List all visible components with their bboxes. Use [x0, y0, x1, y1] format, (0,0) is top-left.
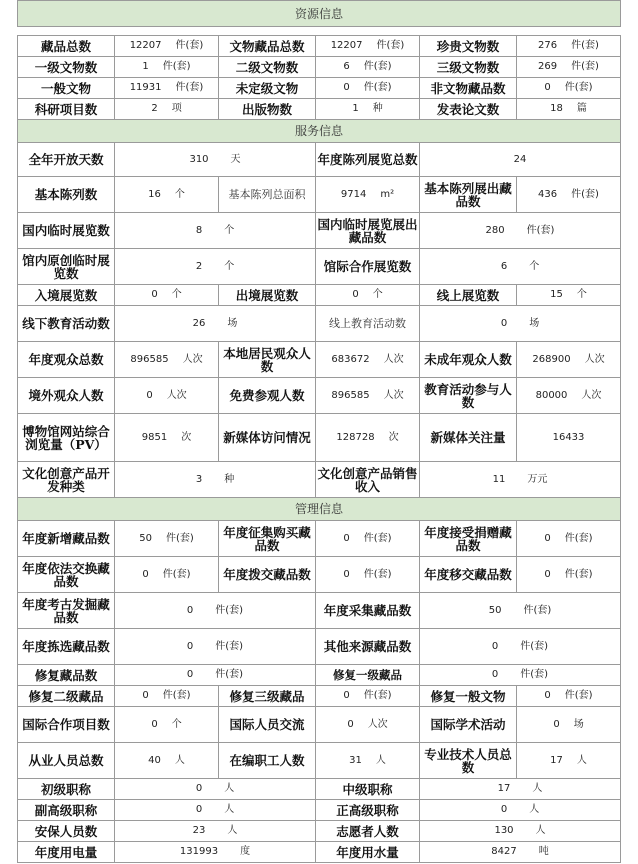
label-cell: 年度新增藏品数 [18, 521, 115, 557]
value-cell: 12207 件(套) [115, 36, 219, 57]
table-row [18, 821, 621, 842]
label-cell: 科研项目数 [18, 99, 115, 120]
label-cell: 线上展览数 [420, 285, 517, 306]
table-row [18, 306, 621, 342]
table-row [18, 629, 621, 665]
table-row [18, 342, 621, 378]
value-cell: 0 件(套) [115, 629, 316, 665]
label-cell: 未定级文物 [219, 78, 316, 99]
value-cell: 0 人 [420, 800, 621, 821]
table-row [18, 593, 621, 629]
label-cell: 中级职称 [316, 779, 420, 800]
label-cell: 国际合作项目数 [18, 707, 115, 743]
value-cell: 31 人 [316, 743, 420, 779]
table-row [18, 842, 621, 863]
value-cell: 0 件(套) [420, 629, 621, 665]
label-cell: 线下教育活动数 [18, 306, 115, 342]
label-cell: 从业人员总数 [18, 743, 115, 779]
table-row [18, 498, 621, 521]
label-cell: 年度依法交换藏品数 [18, 557, 115, 593]
label-cell: 馆际合作展览数 [316, 249, 420, 285]
table-row [18, 36, 621, 57]
table-row [18, 177, 621, 213]
value-cell: 896585 人次 [115, 342, 219, 378]
table-row [18, 462, 621, 498]
value-cell: 11 万元 [420, 462, 621, 498]
value-cell: 0 个 [316, 285, 420, 306]
label-cell: 基本陈列展出藏品数 [420, 177, 517, 213]
value-cell: 0 场 [517, 707, 621, 743]
label-cell: 修复二级藏品 [18, 686, 115, 707]
value-cell: 131993 度 [115, 842, 316, 863]
value-cell: 0 人次 [115, 378, 219, 414]
value-cell: 128728 次 [316, 414, 420, 462]
label-cell: 其他来源藏品数 [316, 629, 420, 665]
value-cell: 0 件(套) [420, 665, 621, 686]
value-cell: 0 件(套) [517, 521, 621, 557]
value-cell: 0 件(套) [115, 665, 316, 686]
table-row [18, 57, 621, 78]
value-cell: 0 件(套) [316, 557, 420, 593]
table-row [18, 143, 621, 177]
label-cell: 本地居民观众人数 [219, 342, 316, 378]
label-cell: 基本陈列数 [18, 177, 115, 213]
label-cell: 年度观众总数 [18, 342, 115, 378]
value-cell: 0 件(套) [316, 78, 420, 99]
label-cell: 国际学术活动 [420, 707, 517, 743]
label-cell: 国际人员交流 [219, 707, 316, 743]
label-cell: 新媒体关注量 [420, 414, 517, 462]
value-cell: 0 件(套) [115, 557, 219, 593]
label-cell: 年度移交藏品数 [420, 557, 517, 593]
value-cell: 0 件(套) [517, 686, 621, 707]
value-cell: 3 种 [115, 462, 316, 498]
value-cell: 11931 件(套) [115, 78, 219, 99]
value-cell: 276 件(套) [517, 36, 621, 57]
value-cell: 0 个 [115, 707, 219, 743]
label-cell: 新媒体访问情况 [219, 414, 316, 462]
value-cell: 50 件(套) [420, 593, 621, 629]
label-cell: 修复一级藏品 [316, 665, 420, 686]
value-cell: 80000 人次 [517, 378, 621, 414]
value-cell: 2 项 [115, 99, 219, 120]
value-cell: 0 个 [115, 285, 219, 306]
header-divider [0, 28, 638, 33]
table-row [18, 249, 621, 285]
label-cell: 基本陈列总面积 [219, 177, 316, 213]
table-row [18, 414, 621, 462]
label-cell: 修复一般文物 [420, 686, 517, 707]
label-cell: 年度采集藏品数 [316, 593, 420, 629]
label-cell: 一级文物数 [18, 57, 115, 78]
label-cell: 安保人员数 [18, 821, 115, 842]
value-cell: 16 个 [115, 177, 219, 213]
table-row [18, 665, 621, 686]
table-row [18, 120, 621, 143]
value-cell: 9714 m² [316, 177, 420, 213]
museum-stats-table [17, 35, 621, 863]
value-cell: 0 件(套) [316, 686, 420, 707]
value-cell: 50 件(套) [115, 521, 219, 557]
label-cell: 在编职工人数 [219, 743, 316, 779]
value-cell: 8427 吨 [420, 842, 621, 863]
label-cell: 专业技术人员总数 [420, 743, 517, 779]
label-cell: 非文物藏品数 [420, 78, 517, 99]
label-cell: 国内临时展览数 [18, 213, 115, 249]
label-cell: 出境展览数 [219, 285, 316, 306]
value-cell: 12207 件(套) [316, 36, 420, 57]
table-row [18, 800, 621, 821]
label-cell: 二级文物数 [219, 57, 316, 78]
label-cell: 正高级职称 [316, 800, 420, 821]
value-cell: 23 人 [115, 821, 316, 842]
resource-header-table [17, 0, 621, 27]
label-cell: 国内临时展览展出藏品数 [316, 213, 420, 249]
label-cell: 三级文物数 [420, 57, 517, 78]
table-row [18, 557, 621, 593]
label-cell: 志愿者人数 [316, 821, 420, 842]
label-cell: 年度陈列展览总数 [316, 143, 420, 177]
label-cell: 年度征集购买藏品数 [219, 521, 316, 557]
value-cell: 0 人 [115, 800, 316, 821]
value-cell: 17 人 [517, 743, 621, 779]
label-cell: 年度拨交藏品数 [219, 557, 316, 593]
section-title-service: 服务信息 [18, 120, 621, 143]
label-cell: 修复藏品数 [18, 665, 115, 686]
value-cell: 6 个 [420, 249, 621, 285]
value-cell: 9851 次 [115, 414, 219, 462]
value-cell: 0 件(套) [115, 686, 219, 707]
value-cell: 17 人 [420, 779, 621, 800]
value-cell: 40 人 [115, 743, 219, 779]
value-cell: 268900 人次 [517, 342, 621, 378]
value-cell: 269 件(套) [517, 57, 621, 78]
label-cell: 初级职称 [18, 779, 115, 800]
label-cell: 境外观众人数 [18, 378, 115, 414]
value-cell: 8 个 [115, 213, 316, 249]
table-row [18, 99, 621, 120]
value-cell: 0 人次 [316, 707, 420, 743]
value-cell: 15 个 [517, 285, 621, 306]
label-cell: 年度用电量 [18, 842, 115, 863]
value-cell: 0 件(套) [115, 593, 316, 629]
label-cell: 线上教育活动数 [316, 306, 420, 342]
value-cell: 896585 人次 [316, 378, 420, 414]
value-cell: 280 件(套) [420, 213, 621, 249]
value-cell: 2 个 [115, 249, 316, 285]
label-cell: 年度接受捐赠藏品数 [420, 521, 517, 557]
label-cell: 修复三级藏品 [219, 686, 316, 707]
label-cell: 全年开放天数 [18, 143, 115, 177]
table-row [18, 743, 621, 779]
value-cell: 0 件(套) [517, 78, 621, 99]
value-cell: 310 天 [115, 143, 316, 177]
label-cell: 珍贵文物数 [420, 36, 517, 57]
value-cell: 1 件(套) [115, 57, 219, 78]
value-cell: 26 场 [115, 306, 316, 342]
label-cell: 未成年观众人数 [420, 342, 517, 378]
value-cell: 6 件(套) [316, 57, 420, 78]
value-cell: 18 篇 [517, 99, 621, 120]
label-cell: 教育活动参与人数 [420, 378, 517, 414]
table-row [18, 285, 621, 306]
table-row [18, 78, 621, 99]
table-row [18, 779, 621, 800]
value-cell: 683672 人次 [316, 342, 420, 378]
value-cell: 0 场 [420, 306, 621, 342]
section-title-management: 管理信息 [18, 498, 621, 521]
table-row [18, 521, 621, 557]
table-row [18, 686, 621, 707]
value-cell: 0 件(套) [316, 521, 420, 557]
label-cell: 年度拣选藏品数 [18, 629, 115, 665]
section-title-resource: 资源信息 [18, 1, 621, 27]
label-cell: 副高级职称 [18, 800, 115, 821]
label-cell: 文化创意产品开发种类 [18, 462, 115, 498]
label-cell: 一般文物 [18, 78, 115, 99]
label-cell: 文物藏品总数 [219, 36, 316, 57]
table-row [18, 707, 621, 743]
value-cell: 0 人 [115, 779, 316, 800]
value-cell: 16433 [517, 414, 621, 462]
value-cell: 130 人 [420, 821, 621, 842]
label-cell: 年度用水量 [316, 842, 420, 863]
label-cell: 年度考古发掘藏品数 [18, 593, 115, 629]
label-cell: 藏品总数 [18, 36, 115, 57]
value-cell: 436 件(套) [517, 177, 621, 213]
value-cell: 0 件(套) [517, 557, 621, 593]
label-cell: 入境展览数 [18, 285, 115, 306]
label-cell: 博物馆网站综合浏览量（PV） [18, 414, 115, 462]
label-cell: 文化创意产品销售收入 [316, 462, 420, 498]
label-cell: 发表论文数 [420, 99, 517, 120]
table-row [18, 213, 621, 249]
value-cell: 1 种 [316, 99, 420, 120]
label-cell: 馆内原创临时展览数 [18, 249, 115, 285]
label-cell: 出版物数 [219, 99, 316, 120]
label-cell: 免费参观人数 [219, 378, 316, 414]
table-row [18, 378, 621, 414]
value-cell: 24 [420, 143, 621, 177]
